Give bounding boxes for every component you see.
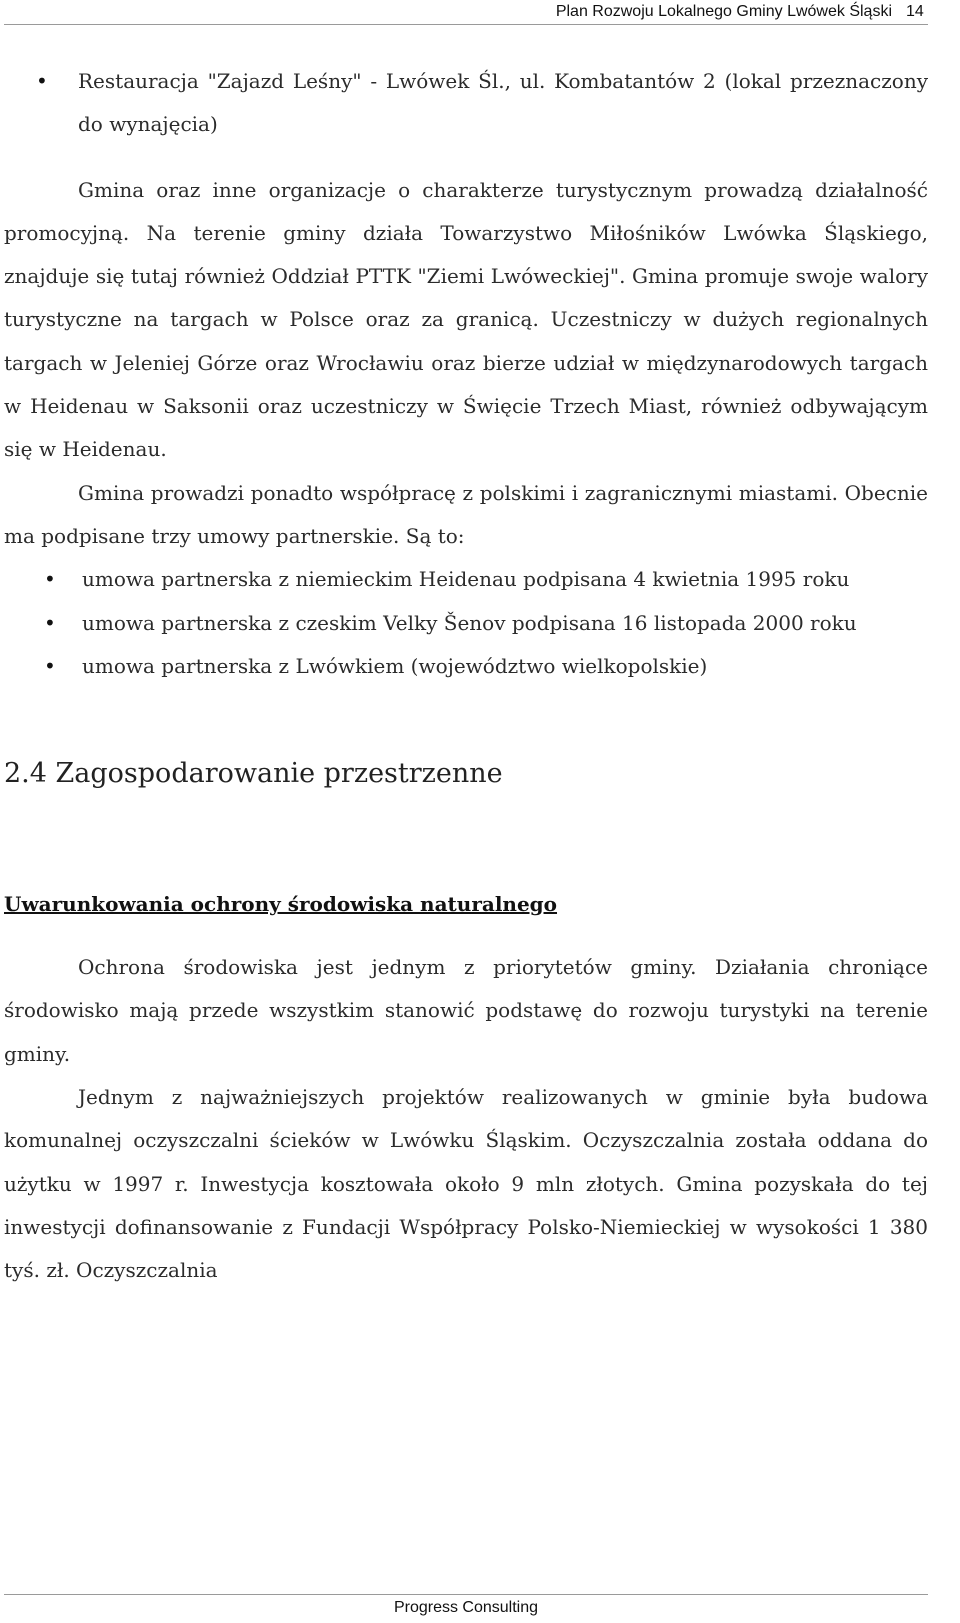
footer-text: Progress Consulting [393,1599,539,1616]
section-heading: 2.4 Zagospodarowanie przestrzenne [4,758,503,790]
list-item: • umowa partnerska z czeskim Velky Šenov podpisana 16 listopada 2000 roku [4,602,928,645]
page-footer [4,1594,928,1623]
cooperation-paragraph: Gmina prowadzi ponadto współpracę z polskimi i zagranicznymi miastami. Obecnie ma podpisane trzy umowy partnerskie. Są to: [4,480,928,548]
sewage-plant-paragraph: Jednym z najważniejszych projektów realizowanych w gminie była budowa komunalnej oczyszczalni ścieków w Lwówku Śląskim. Oczyszczalnia została oddana do użytku w 1997 r. Inwestycja kosztowała około 9 mln złotych. Gmina pozyskała do tej inwestycji dofinansowanie z Fundacji Współpracy Polsko-Niemieckiej w wysokości 1 380 tyś. zł. Oczyszczalnia [4,1085,928,1283]
list-item: • umowa partnerska z Lwówkiem (województwo wielkopolskie) [4,645,928,688]
restaurant-list [4,60,928,147]
page-body [4,60,928,1293]
partnership-list [4,558,928,688]
list-item: • Restauracja "Zajazd Leśny" - Lwówek Śl., ul. Kombatantów 2 (lokal przeznaczony do wynajęcia) [4,60,928,147]
environment-paragraph: Ochrona środowiska jest jednym z priorytetów gminy. Działania chroniące środowisko mają przede wszystkim stanowić podstawę do rozwoju turystyki na terenie gminy. [4,955,928,1066]
page-number: 14 [906,3,924,20]
promotion-paragraph: Gmina oraz inne organizacje o charakterze turystycznym prowadzą działalność promocyjną. Na terenie gminy działa Towarzystwo Miłośników Lwówka Śląskiego, znajduje się tutaj również Oddział PTTK "Ziemi Lwóweckiej". Gmina promuje swoje walory turystyczne na targach w Polsce oraz za granicą. Uczestniczy w dużych regionalnych targach w Jeleniej Górze oraz Wrocławiu oraz bierze udział w międzynarodowych targach w Heidenau w Saksonii oraz uczestniczy w Święcie Trzech Miast, również odbywającym się w Heidenau. [4,177,928,462]
section-subheading: Uwarunkowania ochrony środowiska naturalnego [4,892,558,917]
page-header [4,0,928,25]
list-item: • umowa partnerska z niemieckim Heidenau podpisana 4 kwietnia 1995 roku [4,558,928,601]
header-title: Plan Rozwoju Lokalnego Gminy Lwówek Śląski [555,3,892,20]
